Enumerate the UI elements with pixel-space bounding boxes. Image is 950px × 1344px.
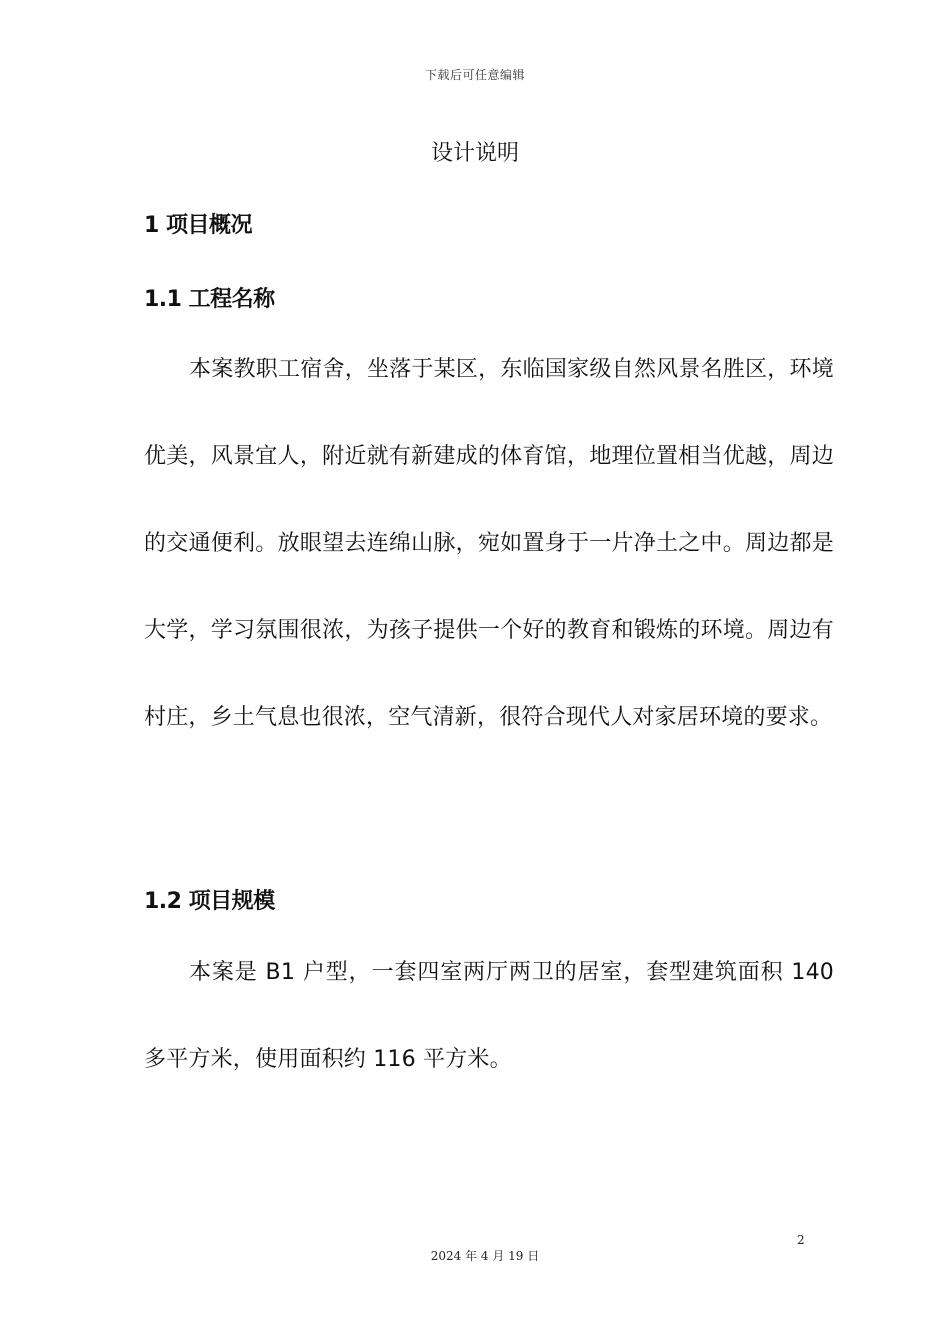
document-title: 设计说明 — [430, 141, 519, 166]
section-heading-project-scale: 1.2 项目规模 — [144, 889, 275, 914]
paragraph-project-scale: 本案是 B1 户型，一套四室两厅两卫的居室，套型建筑面积 140 多平方米，使用面积约 116 平方米。 — [144, 960, 834, 1072]
paragraph-project-description: 本案教职工宿舍，坐落于某区，东临国家级自然风景名胜区，环境优美，风景宜人，附近就有新建成的体育馆，地理位置相当优越，周边的交通便利。放眼望去连绵山脉，宛如置身于一片净土之中。周边都是大学，学习氛围很浓，为孩子提供一个好的教育和锻炼的环境。周边有村庄，乡土气息也很浓，空气清新，很符合现代人对家居环境的要求。 — [144, 357, 834, 730]
section-heading-project-overview: 1 项目概况 — [144, 213, 252, 238]
section-heading-project-name: 1.1 工程名称 — [144, 287, 275, 312]
header-note: 下载后可任意编辑 — [424, 68, 525, 82]
page-number: 2 — [797, 1233, 805, 1247]
footer-date: 2024 年 4 月 19 日 — [430, 1249, 540, 1263]
